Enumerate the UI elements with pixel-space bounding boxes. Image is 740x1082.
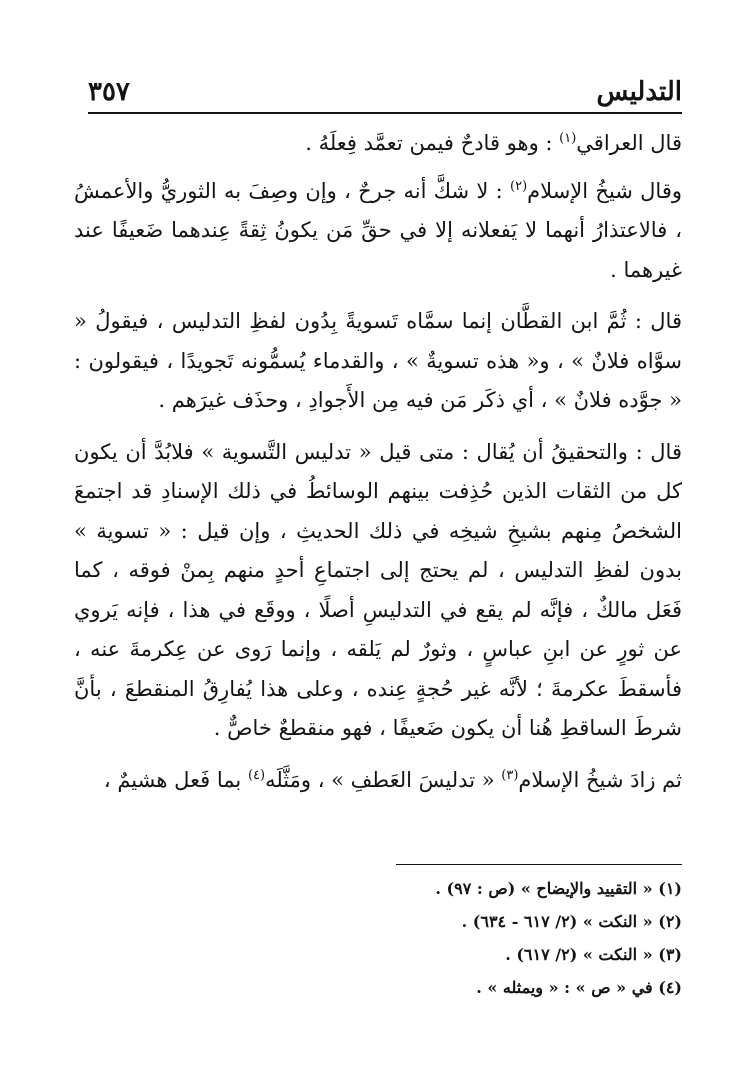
footnote-1: (١) « التقييد والإيضاح » (ص : ٩٧) . xyxy=(435,879,682,898)
footnote-2: (٢) « النكت » (٢/ ٦١٧ - ٦٣٤) . xyxy=(461,912,682,931)
footnote-ref-2[interactable]: (٢) xyxy=(510,178,528,194)
paragraph-2 xyxy=(74,172,682,291)
paragraph-5-text-c: بما فَعل هشيمٌ ، xyxy=(103,767,248,792)
header-rule xyxy=(88,112,682,114)
page-number: ٣٥٧ xyxy=(88,77,130,107)
paragraph-1-text-b: : وهو قادحٌ فيمن تعمَّد فِعلَهُ . xyxy=(305,131,560,155)
paragraph-5-text-b: « تدليسَ العَطفِ » ، ومَثَّلَه xyxy=(265,767,502,792)
footnotes xyxy=(200,872,682,1004)
paragraph-1 xyxy=(74,124,682,164)
paragraph-5-text-a: ثم زادَ شيخُ الإسلام xyxy=(518,767,682,792)
footnote-3: (٣) « النكت » (٢/ ٦١٧) . xyxy=(505,945,682,964)
footnote-ref-3[interactable]: (٣) xyxy=(501,767,519,783)
footnote-4: (٤) في « ص » : « ويمثله » . xyxy=(476,978,682,997)
footnote-ref-1[interactable]: (١) xyxy=(559,131,577,146)
paragraph-4: قال : والتحقيقُ أن يُقال : متى قيل « تدليس التَّسوية » فلابُدَّ أن يكون كل من الثقات الذين حُذِفت بينهم الوسائطُ في ذلك الإسنادِ قد اجتمعَ الشخصُ مِنهم بشيخِ شيخِه في ذلك الحديثِ ، وإن قيل : « تسوية » بدون لفظِ التدليس ، لم يحتج إلى اجتماعِ أحدٍ منهم بِمنْ فوقه ، كما فَعَل مالكٌ ، فإنَّه لم يقع في التدليسِ أصلًا ، ووقَع في هذا ، فإنه يَروي عن ثورٍ عن ابنِ عباسٍ ، وثورٌ لم يَلقه ، وإنما رَوى عن عِكرمةَ عنه ، فأسقطَ عكرمةَ ؛ لأنَّه غير حُجةٍ عِنده ، وعلى هذا يُفارِقُ المنقطعَ ، بأنَّ شرطَ الساقطِ هُنا أن يكون ضَعيفًا ، فهو منقطعٌ خاصٌّ . xyxy=(74,439,682,740)
paragraph-2-text-a: وقال شيخُ الإسلام xyxy=(527,178,683,203)
main-text xyxy=(74,124,682,812)
footnote-ref-4[interactable]: (٤) xyxy=(247,767,266,783)
footnote-rule xyxy=(396,864,682,865)
paragraph-5 xyxy=(74,761,682,801)
paragraph-2-text-b: : لا شكَّ أنه جرحٌ ، وإن وصِفَ به الثوريُّ والأعمشُ ، فالاعتذارُ أنهما لا يَفعلانه إلا في حقِّ مَن يكونُ ثِقةً عِندهما ضَعيفًا عند غيرهما . xyxy=(74,178,682,282)
paragraph-3: قال : ثُمَّ ابن القطَّان إنما سمَّاه تَسويةً بِدُون لفظِ التدليس ، فيقولُ « سوَّاه فلانٌ » ، و« هذه تسويةٌ » ، والقدماء يُسمُّونه تَجويدًا ، فيقولون : « جوَّده فلانٌ » ، أي ذكَر مَن فيه مِن الأَجوادِ ، وحذَف غيرَهم . xyxy=(74,309,682,412)
running-title: التدليس xyxy=(596,77,682,107)
paragraph-1-text-a: قال العراقي xyxy=(576,131,682,155)
page-header xyxy=(88,74,682,114)
